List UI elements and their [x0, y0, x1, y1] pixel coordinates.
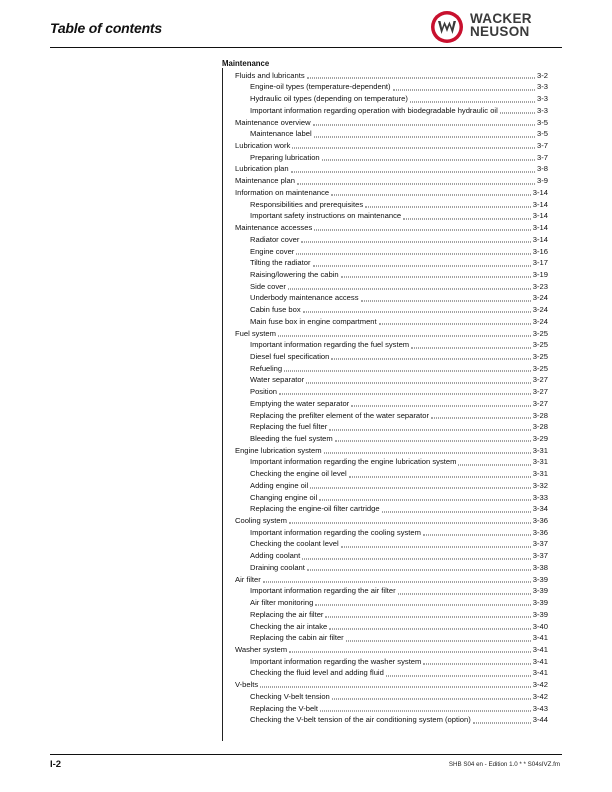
toc-dot-leader [351, 406, 531, 407]
toc-entry[interactable] [222, 292, 548, 304]
toc-entry-page: 3-27 [532, 387, 548, 397]
toc-entry-label: Hydraulic oil types (depending on temperature) [250, 94, 408, 104]
document-reference: SHB S04 en - Edition 1.0 * * S04sIVZ.fm [448, 761, 560, 768]
toc-entry-label: Water separator [250, 375, 305, 385]
toc-entry[interactable] [222, 222, 548, 234]
toc-entry[interactable] [222, 374, 548, 386]
toc-dot-leader [288, 289, 531, 290]
toc-entry-page: 3-25 [532, 363, 548, 373]
toc-dot-leader [403, 218, 531, 219]
toc-dot-leader [315, 605, 530, 606]
toc-entry-page: 3-24 [532, 305, 548, 315]
toc-entry-page: 3-24 [532, 293, 548, 303]
toc-dot-leader [263, 581, 531, 582]
toc-entry-label: Lubrication plan [235, 164, 289, 174]
toc-entry-label: Emptying the water separator [250, 398, 350, 408]
toc-entry-label: Raising/lowering the cabin [250, 269, 339, 279]
brand-wordmark [470, 12, 532, 38]
toc-entry-list [222, 70, 548, 726]
toc-entry-label: Engine-oil types (temperature-dependent) [250, 82, 391, 92]
toc-entry[interactable] [222, 703, 548, 715]
toc-dot-leader [411, 347, 531, 348]
toc-dot-leader [332, 699, 531, 700]
toc-entry[interactable] [222, 527, 548, 539]
toc-dot-leader [307, 78, 535, 79]
toc-entry-label: Air filter [235, 574, 261, 584]
toc-entry-page: 3-32 [532, 480, 548, 490]
toc-entry[interactable] [222, 550, 548, 562]
toc-dot-leader [306, 382, 531, 383]
toc-entry-label: Preparing lubrication [250, 152, 320, 162]
toc-dot-leader [331, 359, 530, 360]
toc-entry-page: 3-19 [532, 269, 548, 279]
toc-entry[interactable] [222, 328, 548, 340]
toc-entry-label: Checking the coolant level [250, 539, 339, 549]
page-title: Table of contents [50, 20, 162, 36]
toc-entry-page: 3-33 [532, 492, 548, 502]
toc-entry[interactable] [222, 351, 548, 363]
toc-dot-leader [325, 617, 530, 618]
toc-entry-label: Maintenance accesses [235, 223, 313, 233]
toc-entry-label: Position [250, 387, 278, 397]
toc-entry-page: 3-41 [532, 644, 548, 654]
toc-entry-page: 3-3 [537, 82, 548, 92]
toc-entry-label: Adding engine oil [250, 480, 309, 490]
toc-entry-label: Important information regarding operation with biodegradable hydraulic oil [250, 105, 498, 115]
toc-entry-page: 3-14 [532, 211, 548, 221]
toc-entry-label: Draining coolant [250, 562, 305, 572]
toc-entry[interactable] [222, 492, 548, 504]
toc-entry-label: Replacing the engine-oil filter cartridge [250, 504, 380, 514]
toc-entry-page: 3-37 [532, 539, 548, 549]
toc-entry[interactable] [222, 632, 548, 644]
toc-dot-leader [324, 453, 531, 454]
toc-dot-leader [301, 242, 530, 243]
toc-dot-leader [289, 523, 531, 524]
toc-entry[interactable] [222, 81, 548, 93]
header-divider [50, 47, 562, 48]
toc-entry-page: 3-25 [532, 340, 548, 350]
brand-line-1: WACKER [470, 11, 532, 26]
toc-entry-label: Replacing the cabin air filter [250, 633, 344, 643]
toc-entry[interactable] [222, 644, 548, 656]
toc-entry[interactable] [222, 187, 548, 199]
toc-entry-page: 3-39 [532, 598, 548, 608]
toc-entry-page: 3-23 [532, 281, 548, 291]
toc-dot-leader [302, 558, 531, 559]
toc-dot-leader [341, 277, 531, 278]
toc-entry-page: 3-39 [532, 609, 548, 619]
toc-entry[interactable] [222, 585, 548, 597]
toc-entry-label: Checking the fluid level and adding fluid [250, 668, 384, 678]
toc-dot-leader [296, 253, 530, 254]
toc-entry[interactable] [222, 456, 548, 468]
toc-entry[interactable] [222, 281, 548, 293]
page-number: I-2 [50, 759, 62, 770]
toc-entry-page: 3-43 [532, 703, 548, 713]
toc-entry[interactable] [222, 152, 548, 164]
toc-entry-label: Diesel fuel specification [250, 351, 330, 361]
toc-entry[interactable] [222, 480, 548, 492]
toc-entry-label: Important information regarding the washer system [250, 656, 422, 666]
toc-entry[interactable] [222, 316, 548, 328]
toc-entry-page: 3-14 [532, 199, 548, 209]
toc-entry[interactable] [222, 421, 548, 433]
footer-divider [50, 754, 562, 755]
toc-entry-label: Maintenance label [250, 129, 312, 139]
toc-entry-page: 3-40 [532, 621, 548, 631]
toc-dot-leader [365, 206, 531, 207]
toc-dot-leader [329, 628, 531, 629]
toc-entry-label: Fluids and lubricants [235, 70, 305, 80]
toc-entry-page: 3-41 [532, 633, 548, 643]
toc-dot-leader [398, 593, 531, 594]
toc-dot-leader [500, 113, 535, 114]
toc-entry-page: 3-42 [532, 691, 548, 701]
toc-entry[interactable] [222, 363, 548, 375]
toc-entry-page: 3-31 [532, 445, 548, 455]
toc-entry[interactable] [222, 621, 548, 633]
toc-entry[interactable] [222, 246, 548, 258]
table-of-contents [222, 58, 548, 726]
toc-entry[interactable] [222, 199, 548, 211]
toc-entry-label: Refueling [250, 363, 283, 373]
toc-entry[interactable] [222, 257, 548, 269]
toc-dot-leader [393, 89, 535, 90]
toc-entry-page: 3-7 [537, 152, 548, 162]
toc-dot-leader [458, 464, 530, 465]
toc-entry[interactable] [222, 538, 548, 550]
toc-entry[interactable] [222, 445, 548, 457]
toc-dot-leader [322, 160, 535, 161]
toc-entry-label: V-belts [235, 680, 259, 690]
toc-entry[interactable] [222, 175, 548, 187]
toc-entry-page: 3-17 [532, 258, 548, 268]
toc-dot-leader [335, 441, 531, 442]
toc-entry-page: 3-39 [532, 586, 548, 596]
toc-dot-leader [379, 324, 531, 325]
toc-entry[interactable] [222, 234, 548, 246]
toc-entry-label: Washer system [235, 644, 288, 654]
toc-dot-leader [314, 136, 535, 137]
toc-entry[interactable] [222, 574, 548, 586]
toc-entry-label: Responsibilities and prerequisites [250, 199, 364, 209]
toc-entry[interactable] [222, 386, 548, 398]
toc-entry-label: Cooling system [235, 516, 287, 526]
toc-entry-page: 3-5 [537, 129, 548, 139]
toc-entry-page: 3-41 [532, 656, 548, 666]
toc-entry[interactable] [222, 468, 548, 480]
toc-entry-label: Checking V-belt tension [250, 691, 330, 701]
toc-dot-leader [289, 652, 531, 653]
brand-line-2: NEUSON [470, 24, 530, 39]
toc-entry-label: Replacing the prefilter element of the water separator [250, 410, 429, 420]
toc-dot-leader [386, 675, 531, 676]
toc-entry-page: 3-3 [537, 94, 548, 104]
toc-entry[interactable] [222, 163, 548, 175]
toc-dot-leader [361, 300, 531, 301]
toc-section-title: Maintenance [222, 59, 270, 68]
toc-dot-leader [320, 710, 531, 711]
toc-entry-label: Important information regarding the air filter [250, 586, 396, 596]
toc-entry-label: Tilting the radiator [250, 258, 311, 268]
toc-entry-label: Important information regarding the cooling system [250, 527, 421, 537]
toc-entry[interactable] [222, 656, 548, 668]
toc-entry-label: Air filter monitoring [250, 598, 314, 608]
toc-entry-page: 3-2 [537, 70, 548, 80]
toc-dot-leader [331, 195, 531, 196]
toc-entry[interactable] [222, 597, 548, 609]
toc-entry-label: Engine lubrication system [235, 445, 322, 455]
toc-entry-label: Replacing the V-belt [250, 703, 318, 713]
toc-entry-page: 3-31 [532, 469, 548, 479]
toc-entry-page: 3-8 [537, 164, 548, 174]
toc-entry-label: Main fuse box in engine compartment [250, 316, 377, 326]
toc-dot-leader [314, 230, 531, 231]
toc-entry-label: Underbody maintenance access [250, 293, 359, 303]
toc-dot-leader [382, 511, 531, 512]
toc-dot-leader [303, 312, 531, 313]
toc-entry[interactable] [222, 679, 548, 691]
toc-dot-leader [431, 417, 531, 418]
toc-entry-page: 3-44 [532, 715, 548, 725]
toc-dot-leader [313, 124, 535, 125]
toc-entry-label: Bleeding the fuel system [250, 434, 333, 443]
toc-entry[interactable] [222, 433, 548, 445]
toc-dot-leader [310, 488, 531, 489]
toc-entry[interactable] [222, 339, 548, 351]
toc-entry-page: 3-34 [532, 504, 548, 514]
toc-entry-label: Maintenance plan [235, 176, 295, 186]
toc-entry-label: Radiator cover [250, 234, 300, 244]
toc-entry[interactable] [222, 210, 548, 222]
toc-entry-page: 3-36 [532, 527, 548, 537]
toc-entry[interactable] [222, 691, 548, 703]
toc-entry-page: 3-24 [532, 316, 548, 326]
toc-entry[interactable] [222, 503, 548, 515]
toc-entry-label: Engine cover [250, 246, 295, 256]
toc-entry[interactable] [222, 70, 548, 82]
wacker-neuson-logo-icon [430, 10, 464, 44]
toc-entry-label: Cabin fuse box [250, 305, 301, 315]
toc-entry-page: 3-36 [532, 516, 548, 526]
toc-entry-page: 3-41 [532, 668, 548, 678]
toc-dot-leader [349, 476, 531, 477]
toc-entry[interactable] [222, 609, 548, 621]
toc-dot-leader [279, 394, 531, 395]
toc-dot-leader [410, 101, 535, 102]
toc-entry[interactable] [222, 714, 548, 726]
toc-dot-leader [319, 499, 531, 500]
toc-dot-leader [473, 722, 531, 723]
toc-entry-page: 3-25 [532, 328, 548, 338]
toc-entry-label: Replacing the air filter [250, 609, 324, 619]
toc-entry-label: Checking the engine oil level [250, 469, 347, 479]
toc-dot-leader [260, 687, 531, 688]
toc-entry-label: Side cover [250, 281, 286, 291]
toc-entry-page: 3-5 [537, 117, 548, 127]
toc-entry[interactable] [222, 562, 548, 574]
toc-dot-leader [284, 371, 531, 372]
toc-entry-label: Checking the V-belt tension of the air conditioning system (option) [250, 715, 471, 725]
toc-entry-label: Replacing the fuel filter [250, 422, 328, 432]
toc-dot-leader [346, 640, 531, 641]
toc-entry-page: 3-37 [532, 551, 548, 561]
toc-dot-leader [341, 546, 531, 547]
toc-entry-page: 3-38 [532, 562, 548, 572]
toc-entry[interactable] [222, 105, 548, 117]
toc-entry-page: 3-14 [532, 223, 548, 233]
toc-entry-page: 3-39 [532, 574, 548, 584]
toc-entry-label: Adding coolant [250, 551, 301, 561]
toc-dot-leader [278, 335, 531, 336]
toc-entry[interactable] [222, 304, 548, 316]
toc-entry[interactable] [222, 398, 548, 410]
toc-entry-page: 3-42 [532, 680, 548, 690]
toc-entry-label: Fuel system [235, 328, 276, 338]
toc-entry-label: Maintenance overview [235, 117, 311, 127]
toc-entry[interactable] [222, 515, 548, 527]
toc-entry-label: Checking the air intake [250, 621, 328, 631]
toc-dot-leader [307, 570, 531, 571]
toc-dot-leader [423, 535, 531, 536]
toc-dot-leader [292, 148, 535, 149]
toc-dot-leader [329, 429, 531, 430]
toc-entry-page: 3-28 [532, 410, 548, 420]
toc-dot-leader [313, 265, 531, 266]
toc-entry-page: 3-9 [537, 176, 548, 186]
toc-dot-leader [297, 183, 535, 184]
toc-entry[interactable] [222, 410, 548, 422]
toc-entry-page: 3-29 [532, 434, 548, 443]
toc-entry-page: 3-31 [532, 457, 548, 467]
toc-entry-label: Lubrication work [235, 141, 291, 151]
toc-entry[interactable] [222, 140, 548, 152]
toc-entry-page: 3-3 [537, 105, 548, 115]
toc-entry-page: 3-27 [532, 398, 548, 408]
toc-entry-label: Important information regarding the fuel system [250, 340, 410, 350]
toc-entry[interactable] [222, 667, 548, 679]
toc-entry-page: 3-27 [532, 375, 548, 385]
toc-entry-label: Important information regarding the engine lubrication system [250, 457, 457, 467]
toc-entry[interactable] [222, 117, 548, 129]
toc-entry-page: 3-14 [532, 187, 548, 197]
toc-dot-leader [423, 664, 530, 665]
toc-entry-label: Information on maintenance [235, 187, 330, 197]
brand-logo [430, 10, 560, 44]
toc-entry-page: 3-14 [532, 234, 548, 244]
toc-entry-label: Important safety instructions on maintenance [250, 211, 402, 221]
toc-entry-page: 3-16 [532, 246, 548, 256]
toc-entry-page: 3-7 [537, 141, 548, 151]
toc-entry[interactable] [222, 93, 548, 105]
toc-entry[interactable] [222, 269, 548, 281]
toc-entry[interactable] [222, 128, 548, 140]
toc-entry-page: 3-25 [532, 351, 548, 361]
toc-dot-leader [291, 171, 535, 172]
toc-entry-label: Changing engine oil [250, 492, 318, 502]
toc-entry-page: 3-28 [532, 422, 548, 432]
